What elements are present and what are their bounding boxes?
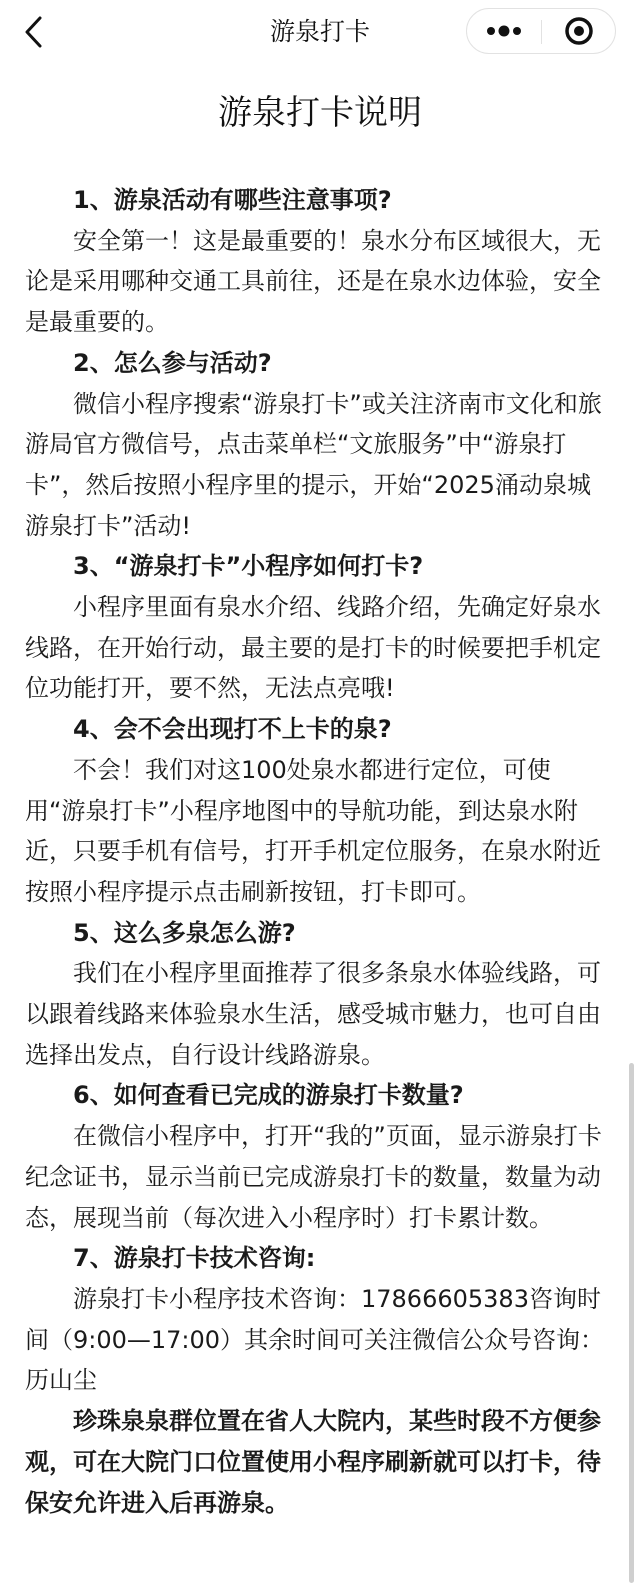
faq-content	[25, 180, 611, 1523]
faq-answer: 小程序里面有泉水介绍、线路介绍，先确定好泉水线路，在开始行动，最主要的是打卡的时候要把手机定位功能打开，要不然，无法点亮哦!	[25, 593, 601, 703]
page-title: 游泉打卡说明	[218, 93, 422, 133]
close-button[interactable]	[542, 9, 616, 53]
more-button[interactable]	[467, 9, 541, 53]
faq-question: 5、这么多泉怎么游?	[73, 918, 296, 947]
nav-bar	[0, 0, 640, 64]
faq-answer: 安全第一！这是最重要的！泉水分布区域很大，无论是采用哪种交通工具前往，还是在泉水边体验，安全是最重要的。	[25, 226, 601, 337]
faq-answer: 游泉打卡小程序技术咨询：17866605383咨询时间（9:00—17:00）其余时间可关注微信公众号咨询：历山尘	[25, 1284, 605, 1395]
faq-question: 3、“游泉打卡”小程序如何打卡?	[73, 552, 424, 581]
faq-question: 6、如何查看已完成的游泉打卡数量?	[73, 1081, 464, 1110]
faq-answer: 在微信小程序中，打开“我的”页面，显示游泉打卡纪念证书，显示当前已完成游泉打卡的数量，数量为动态，展现当前（每次进入小程序时）打卡累计数。	[25, 1122, 602, 1232]
zhenzhu-spring-note: 珍珠泉泉群位置在省人大院内，某些时段不方便参观，可在大院门口位置使用小程序刷新就可以打卡，待保安允许进入后再游泉。	[25, 1407, 601, 1517]
faq-question: 1、游泉活动有哪些注意事项?	[73, 186, 392, 214]
faq-question: 4、会不会出现打不上卡的泉?	[73, 715, 392, 744]
scrollbar[interactable]	[629, 1063, 634, 1583]
faq-answer: 微信小程序搜索“游泉打卡”或关注济南市文化和旅游局官方微信号，点击菜单栏“文旅服务”中“游泉打卡”，然后按照小程序里的提示，开始“2025涌动泉城 游泉打卡”活动!	[25, 389, 602, 540]
target-circle-icon	[542, 9, 616, 53]
faq-question: 2、怎么参与活动?	[73, 348, 272, 377]
capsule-menu	[466, 8, 616, 54]
faq-answer: 不会！我们对这100处泉水都进行定位，可使用“游泉打卡”小程序地图中的导航功能，到达泉水附近，只要手机有信号，打开手机定位服务，在泉水附近按照小程序提示点击刷新按钮，打卡即可。	[25, 755, 601, 906]
faq-question: 7、游泉打卡技术咨询:	[73, 1244, 316, 1273]
more-dots-icon	[467, 9, 541, 53]
faq-answer: 我们在小程序里面推荐了很多条泉水体验线路，可以跟着线路来体验泉水生活，感受城市魅力，也可自由选择出发点，自行设计线路游泉。	[25, 959, 601, 1069]
nav-title: 游泉打卡	[269, 17, 370, 46]
